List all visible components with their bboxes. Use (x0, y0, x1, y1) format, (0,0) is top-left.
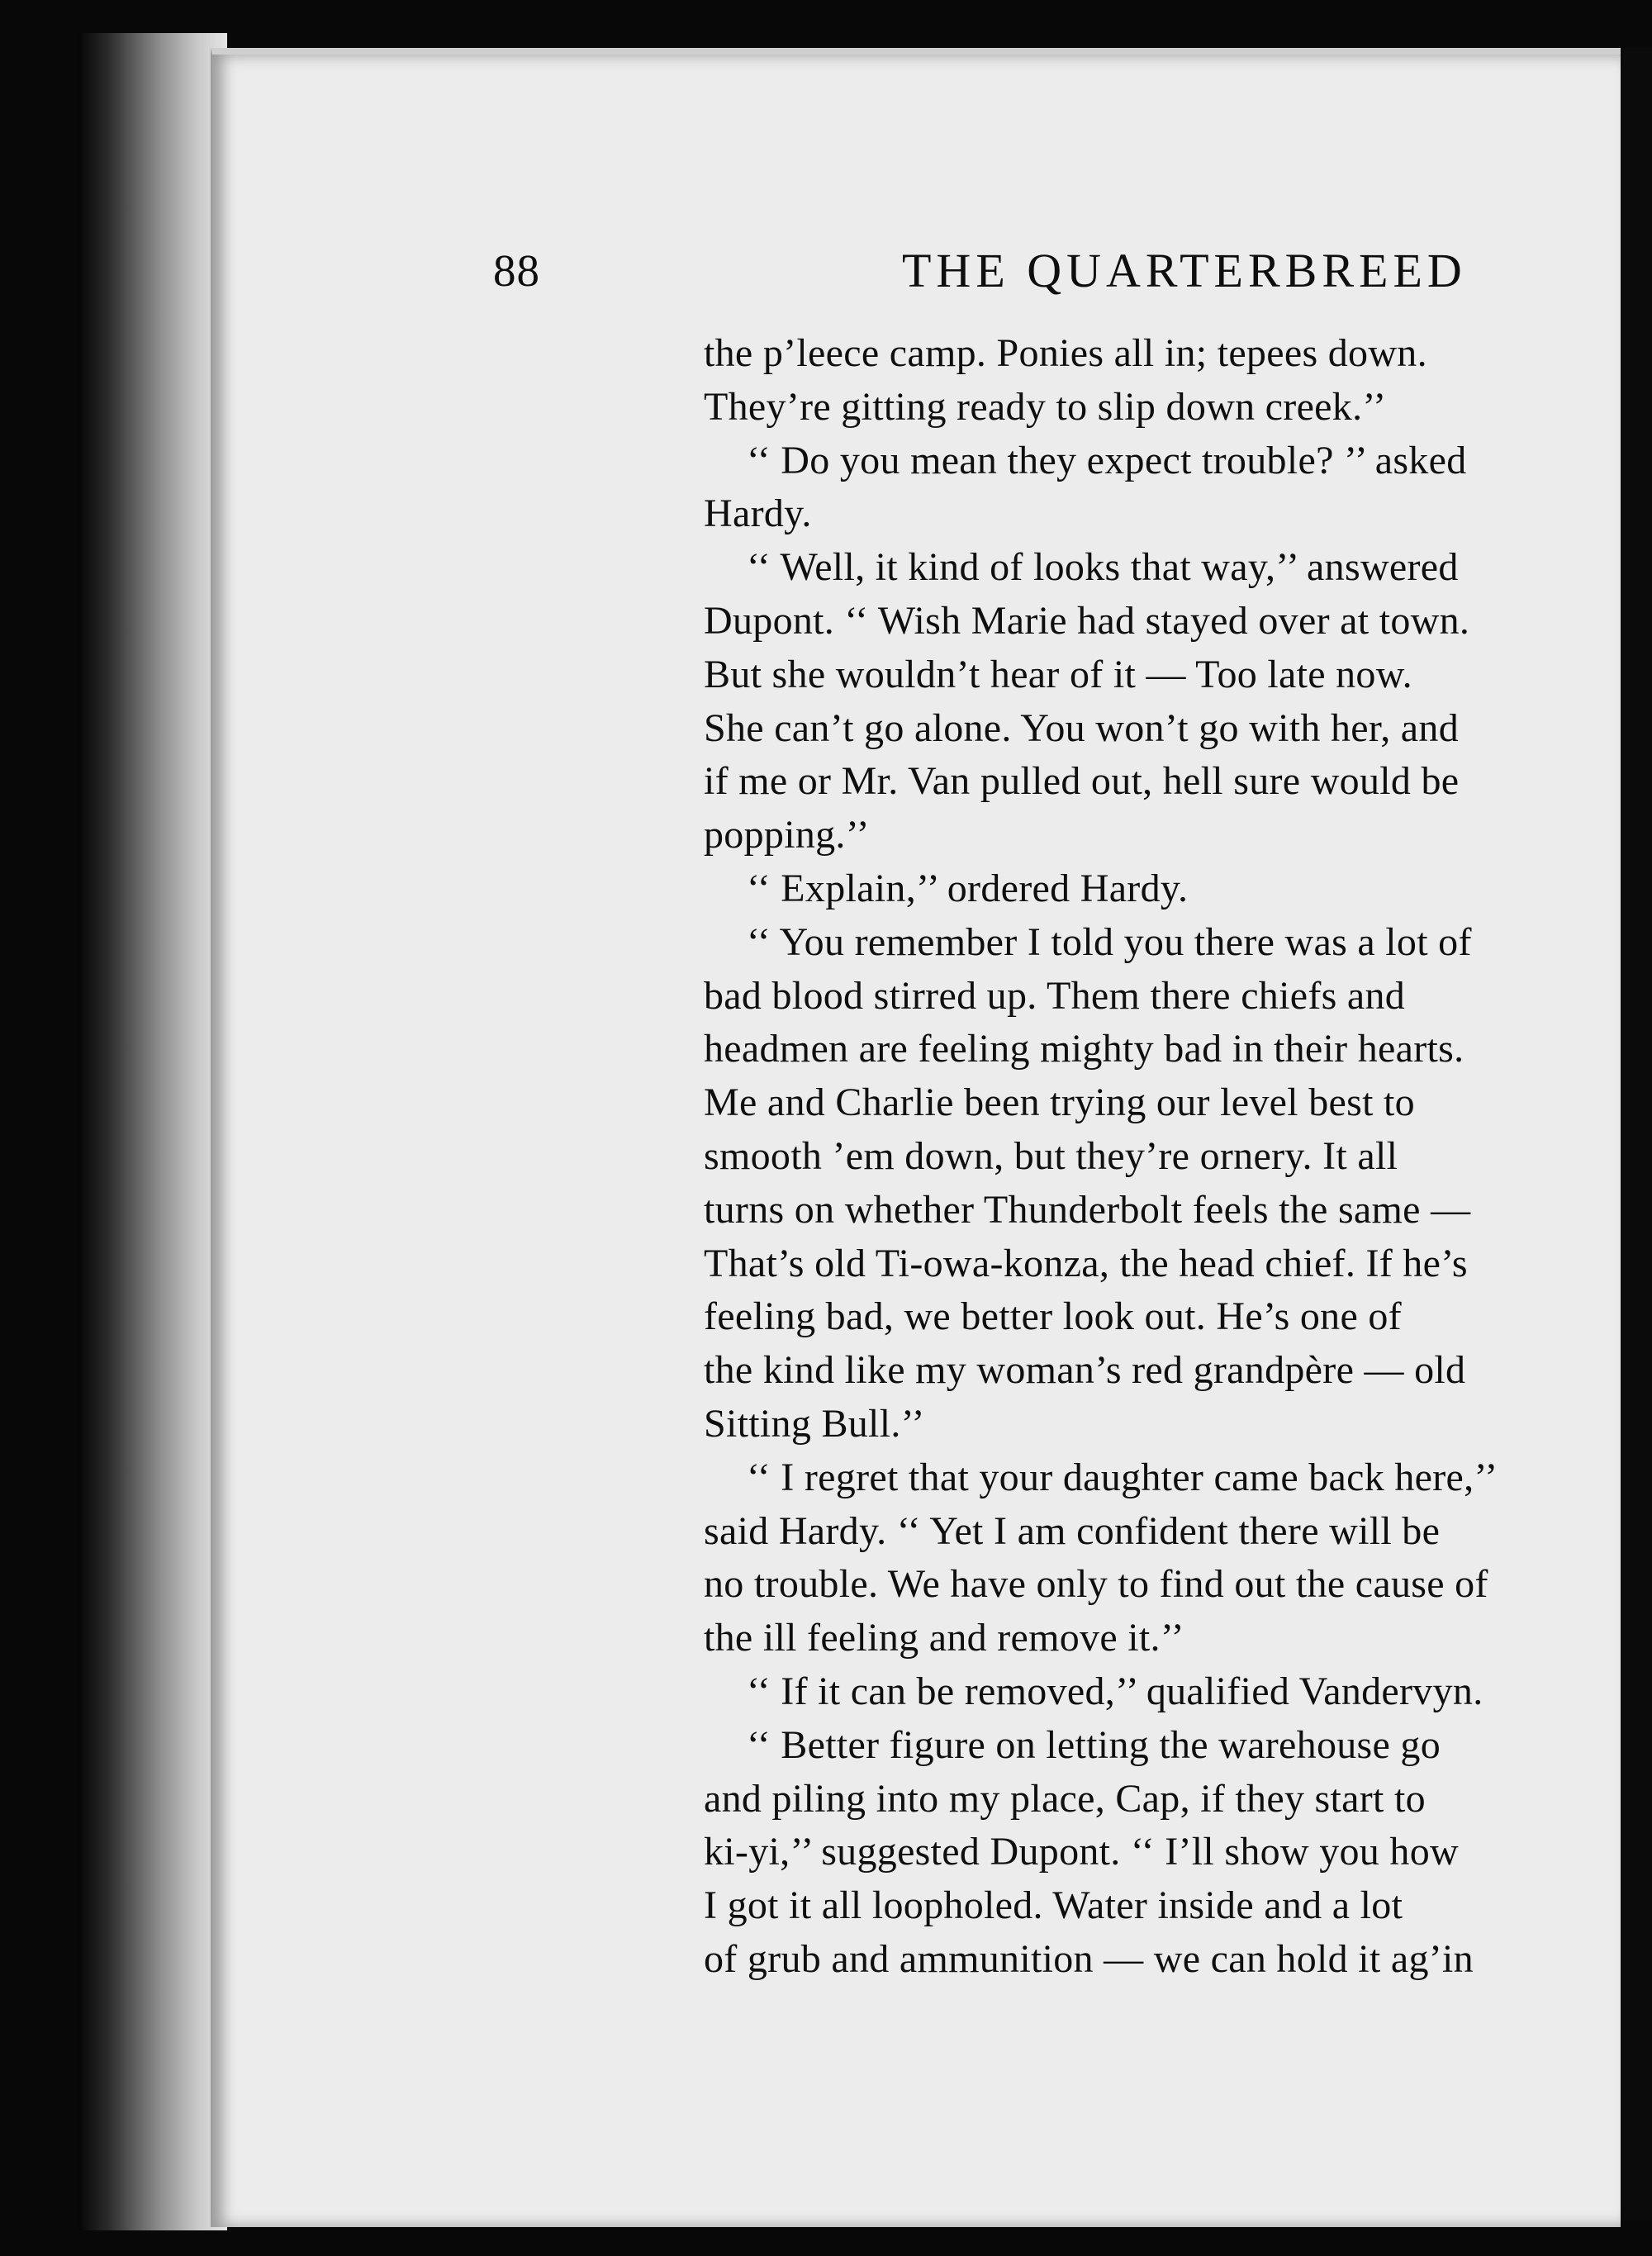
text-line: ‘‘ Well, it kind of looks that way,’’ answered (747, 545, 1459, 590)
body-text (704, 327, 1652, 1987)
text-line: headmen are feeling mighty bad in their hearts. (704, 1027, 1464, 1071)
text-line: ‘‘ If it can be removed,’’ qualified Vandervyn. (747, 1669, 1483, 1713)
text-line: bad blood stirred up. Them there chiefs and (704, 973, 1406, 1018)
text-line: They’re gitting ready to slip down creek.’’ (704, 384, 1387, 429)
text-line: That’s old Ti-owa-konza, the head chief. If he’s (704, 1241, 1468, 1285)
text-line: the ill feeling and remove it.’’ (704, 1616, 1184, 1660)
text-line: of grub and ammunition — we can hold it ag’in (704, 1936, 1474, 1981)
text-line: ‘‘ Do you mean they expect trouble? ’’ asked (747, 438, 1467, 482)
running-head-title: THE QUARTERBREED (902, 244, 1467, 297)
text-line: ‘‘ You remember I told you there was a lot of (747, 919, 1472, 964)
text-line: the kind like my woman’s red grandpère — old (704, 1348, 1466, 1393)
text-line: I got it all loopholed. Water inside and a lot (704, 1883, 1403, 1928)
book-spine (78, 33, 227, 2230)
text-line: smooth ’em down, but they’re ornery. It all (704, 1133, 1398, 1178)
text-line: ‘‘ I regret that your daughter came back here,’’ (747, 1455, 1498, 1499)
text-line: Sitting Bull.’’ (704, 1401, 925, 1446)
text-line: Dupont. ‘‘ Wish Marie had stayed over at town. (704, 598, 1470, 643)
text-line: if me or Mr. Van pulled out, hell sure would be (704, 759, 1460, 804)
text-line: She can’t go alone. You won’t go with her, and (704, 705, 1460, 750)
text-line: ‘‘ Explain,’’ ordered Hardy. (747, 866, 1189, 910)
text-line: ‘‘ Better figure on letting the warehouse go (747, 1722, 1441, 1767)
page-content (212, 55, 1621, 2227)
text-line: the p’leece camp. Ponies all in; tepees down. (704, 331, 1427, 375)
text-line: feeling bad, we better look out. He’s one of (704, 1294, 1402, 1339)
page-number: 88 (493, 245, 540, 296)
text-line: Hardy. (704, 492, 812, 536)
text-line: popping.’’ (704, 813, 870, 857)
text-line: said Hardy. ‘‘ Yet I am confident there will be (704, 1508, 1441, 1553)
text-line: turns on whether Thunderbolt feels the same — (704, 1187, 1471, 1232)
book-page (211, 48, 1621, 2227)
text-line: ki-yi,’’ suggested Dupont. ‘‘ I’ll show you how (704, 1830, 1459, 1874)
text-line: and piling into my place, Cap, if they start to (704, 1776, 1426, 1821)
text-line: But she wouldn’t hear of it — Too late now. (704, 652, 1412, 696)
text-line: Me and Charlie been trying our level best to (704, 1081, 1415, 1125)
text-line: no trouble. We have only to find out the cause of (704, 1562, 1488, 1607)
